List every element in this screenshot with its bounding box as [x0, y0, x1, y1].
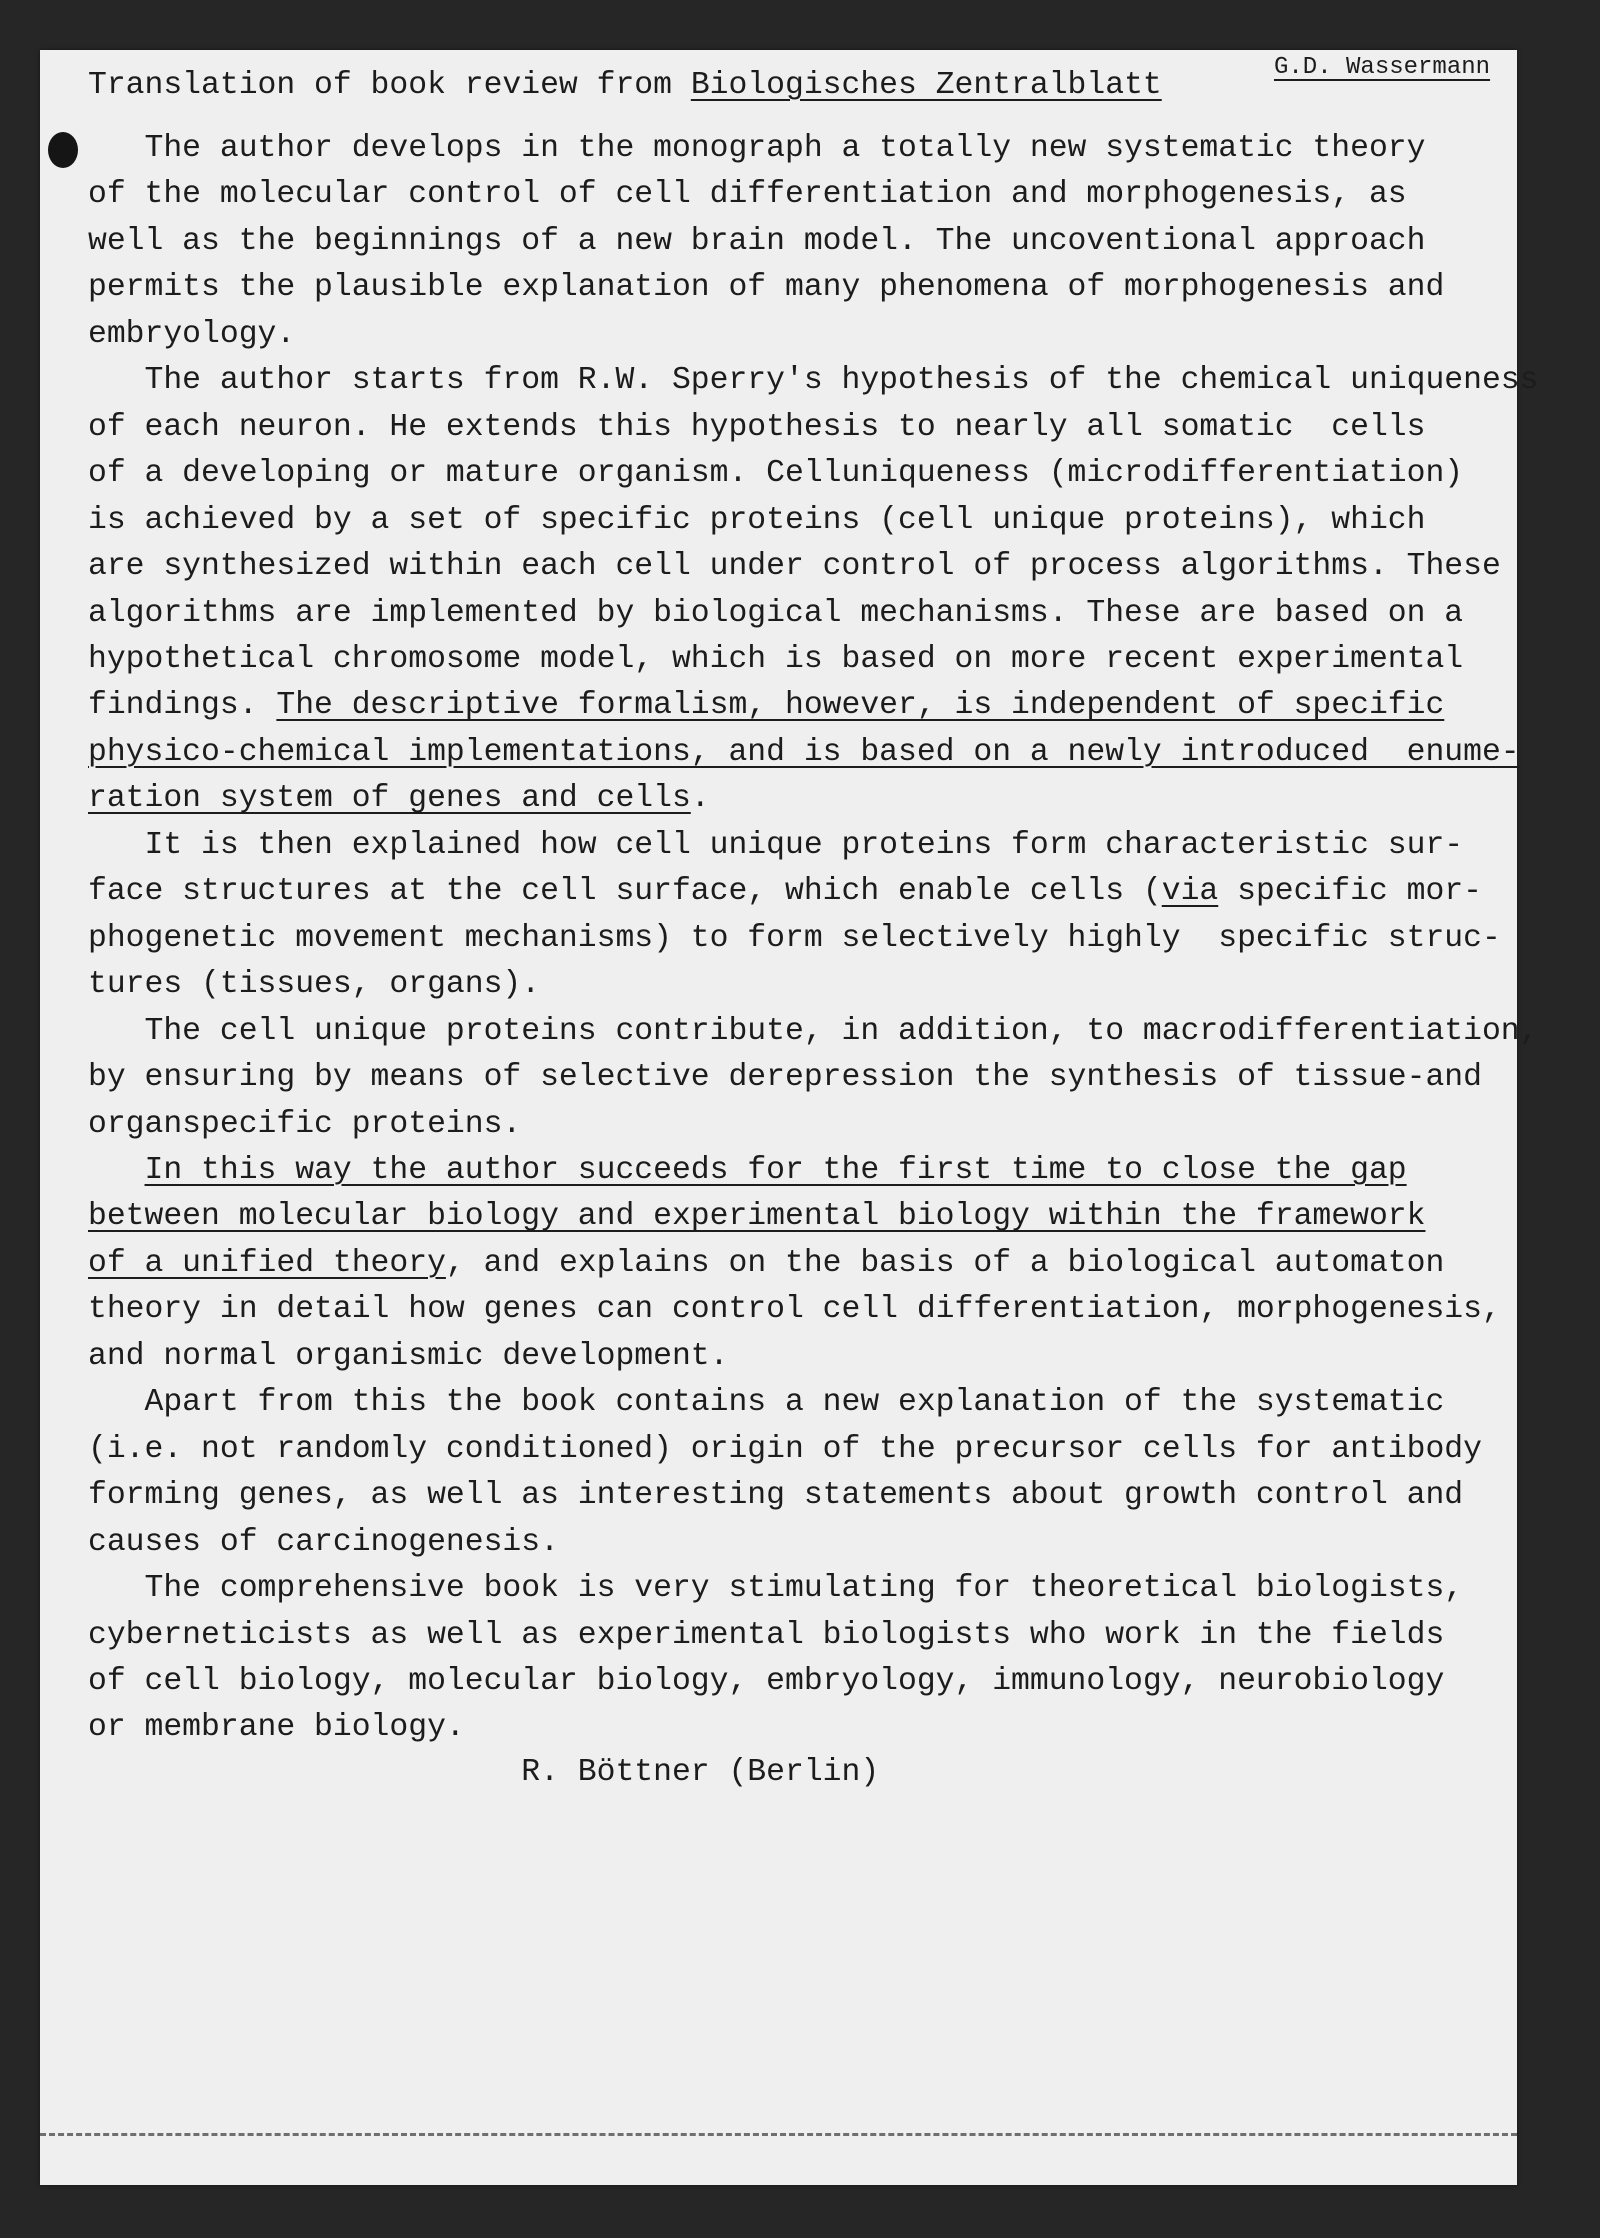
text-segment: The author develops in the monograph a totally new systematic theory [88, 131, 1426, 166]
title-prefix: Translation of book review from [88, 68, 691, 103]
underlined-text: between molecular biology and experimental biology within the framework [88, 1199, 1426, 1235]
text-line [88, 637, 1538, 683]
text-line [88, 1241, 1538, 1287]
text-line [88, 1380, 1538, 1426]
text-segment: specific mor- [1218, 874, 1482, 910]
author-tag: G.D. Wassermann [1274, 54, 1491, 81]
text-segment: phogenetic movement mechanisms) to form selectively highly specific struc- [88, 920, 1501, 956]
text-line [88, 683, 1538, 729]
text-segment: cyberneticists as well as experimental biologists who work in the fields [88, 1617, 1445, 1653]
text-segment: Apart from this the book contains a new explanation of the systematic [88, 1385, 1445, 1421]
text-segment: theory in detail how genes can control cell differentiation, morphogenesis, [88, 1292, 1501, 1328]
text-line [88, 498, 1538, 544]
text-segment: and normal organismic development. [88, 1338, 729, 1374]
text-segment: of the molecular control of cell differentiation and morphogenesis, as [88, 177, 1407, 213]
text-line [88, 1334, 1538, 1380]
text-line [88, 1659, 1538, 1705]
text-segment: . [690, 781, 710, 817]
text-line [88, 265, 1538, 311]
punch-hole [48, 132, 78, 168]
text-segment: is achieved by a set of specific proteins (cell unique proteins), which [88, 502, 1426, 538]
text-segment: permits the plausible explanation of many phenomena of morphogenesis and [88, 270, 1445, 306]
text-segment: are synthesized within each cell under control of process algorithms. These [88, 549, 1501, 585]
text-segment: The author starts from R.W. Sperry's hypothesis of the chemical uniqueness [88, 363, 1539, 399]
text-line [88, 1009, 1538, 1055]
text-segment: causes of carcinogenesis. [88, 1524, 559, 1560]
text-line [88, 1473, 1538, 1519]
text-line [88, 869, 1538, 915]
text-segment: hypothetical chromosome model, which is based on more recent experimental [88, 641, 1464, 677]
text-segment: well as the beginnings of a new brain model. The uncoventional approach [88, 223, 1426, 259]
text-line [88, 126, 1538, 172]
text-segment: forming genes, as well as interesting statements about growth control and [88, 1478, 1464, 1514]
text-segment: of cell biology, molecular biology, embryology, immunology, neurobiology [88, 1663, 1445, 1699]
underlined-text: via [1161, 874, 1219, 910]
text-line [88, 730, 1538, 776]
text-line [88, 1427, 1538, 1473]
text-segment: by ensuring by means of selective derepression the synthesis of tissue-and [88, 1060, 1482, 1096]
underlined-text: physico-chemical implementations, and is based on a newly introduced enume- [88, 734, 1520, 770]
text-line [88, 451, 1538, 497]
underlined-text: of a unified theory [88, 1245, 446, 1281]
underlined-text: The descriptive formalism, however, is independent of specific [276, 688, 1445, 724]
text-segment: The cell unique proteins contribute, in addition, to macrodifferentiation, [88, 1013, 1539, 1049]
review-body [88, 126, 1538, 1752]
document-title [88, 68, 1162, 103]
text-line [88, 776, 1538, 822]
text-line [88, 312, 1538, 358]
text-segment: embryology. [88, 316, 296, 352]
text-line [88, 823, 1538, 869]
text-segment: algorithms are implemented by biological mechanisms. These are based on a [88, 595, 1464, 631]
text-line [88, 358, 1538, 404]
text-segment: organspecific proteins. [88, 1106, 522, 1142]
text-segment: The comprehensive book is very stimulating for theoretical biologists, [88, 1571, 1464, 1607]
text-line [88, 962, 1538, 1008]
text-line [88, 1148, 1538, 1194]
text-line [88, 1102, 1538, 1148]
text-line [88, 1055, 1538, 1101]
text-segment [88, 1153, 145, 1188]
bottom-dashed-rule [40, 2133, 1517, 2136]
text-line [88, 1705, 1538, 1751]
text-line [88, 1520, 1538, 1566]
text-segment: of a developing or mature organism. Celluniqueness (microdifferentiation) [88, 456, 1464, 492]
text-line [88, 405, 1538, 451]
text-segment: (i.e. not randomly conditioned) origin of the precursor cells for antibody [88, 1431, 1482, 1467]
text-segment: of each neuron. He extends this hypothesis to nearly all somatic cells [88, 409, 1426, 445]
text-segment: tures (tissues, organs). [88, 967, 541, 1003]
text-line [88, 1194, 1538, 1240]
text-segment: findings. [88, 688, 277, 724]
text-segment: face structures at the cell surface, which enable cells ( [88, 874, 1162, 910]
text-line [88, 544, 1538, 590]
text-line [88, 219, 1538, 265]
text-segment: or membrane biology. [88, 1710, 465, 1746]
underlined-text: ration system of genes and cells [88, 781, 691, 817]
text-segment: It is then explained how cell unique proteins form characteristic sur- [88, 827, 1464, 863]
typed-document-page [40, 50, 1539, 2185]
text-line [88, 1287, 1538, 1333]
reviewer-signature: R. Böttner (Berlin) [88, 1755, 880, 1790]
text-line [88, 1613, 1538, 1659]
text-segment: , and explains on the basis of a biological automaton [445, 1245, 1445, 1281]
source-journal: Biologisches Zentralblatt [690, 68, 1162, 103]
text-line [88, 916, 1538, 962]
text-line [88, 591, 1538, 637]
underlined-text: In this way the author succeeds for the first time to close the gap [144, 1152, 1407, 1188]
text-line [88, 172, 1538, 218]
text-line [88, 1566, 1538, 1612]
